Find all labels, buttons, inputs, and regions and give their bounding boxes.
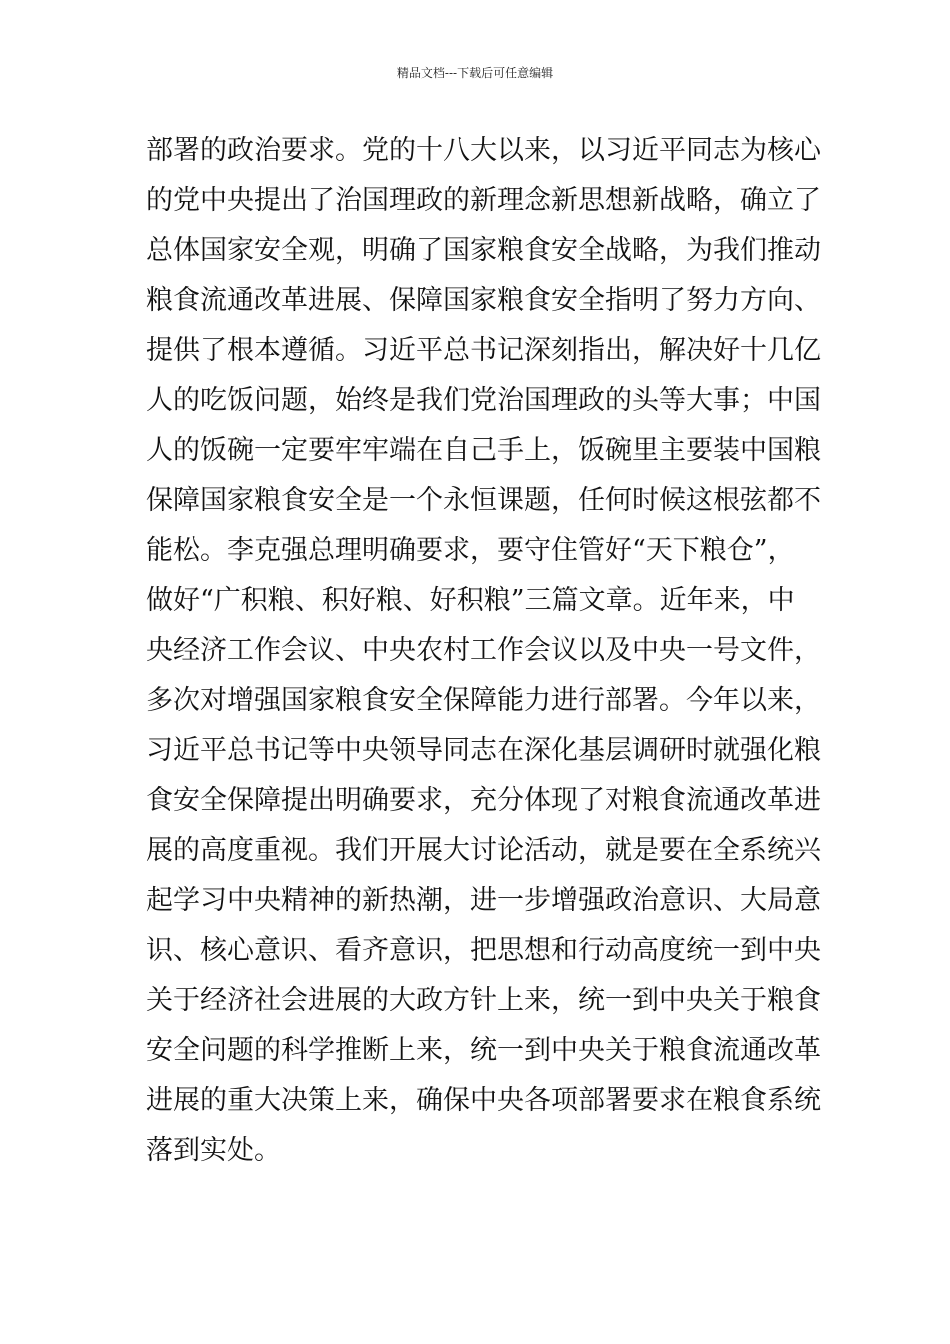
text-line: 多次对增强国家粮食安全保障能力进行部署。今年以来，: [146, 685, 821, 716]
text-line: 做好“广积粮、积好粮、好积粮”三篇文章。近年来，中: [146, 585, 795, 616]
text-line: 落到实处。: [146, 1135, 281, 1166]
text-line: 保障国家粮食安全是一个永恒课题，任何时候这根弦都不: [146, 485, 821, 516]
text-line: 提供了根本遵循。习近平总书记深刻指出，解决好十几亿: [146, 335, 821, 366]
text-line: 进展的重大决策上来，确保中央各项部署要求在粮食系统: [146, 1085, 821, 1116]
text-line: 起学习中央精神的新热潮，进一步增强政治意识、大局意: [146, 885, 821, 916]
text-line: 总体国家安全观，明确了国家粮食安全战略，为我们推动: [146, 235, 821, 266]
text-line: 部署的政治要求。党的十八大以来，以习近平同志为核心: [146, 135, 821, 166]
text-line: 安全问题的科学推断上来，统一到中央关于粮食流通改革: [146, 1035, 821, 1066]
text-line: 展的高度重视。我们开展大讨论活动，就是要在全系统兴: [146, 835, 821, 866]
text-line: 关于经济社会进展的大政方针上来，统一到中央关于粮食: [146, 985, 821, 1016]
text-line: 能松。李克强总理明确要求，要守住管好“天下粮仓”，: [146, 535, 795, 566]
text-line: 习近平总书记等中央领导同志在深化基层调研时就强化粮: [146, 735, 821, 766]
text-line: 识、核心意识、看齐意识，把思想和行动高度统一到中央: [146, 935, 821, 966]
text-line: 的党中央提出了治国理政的新理念新思想新战略，确立了: [146, 185, 821, 216]
text-line: 人的饭碗一定要牢牢端在自己手上，饭碗里主要装中国粮: [146, 435, 821, 466]
text-line: 人的吃饭问题，始终是我们党治国理政的头等大事；中国: [146, 385, 821, 416]
text-line: 食安全保障提出明确要求，充分体现了对粮食流通改革进: [146, 785, 821, 816]
body-paragraph: [146, 126, 826, 1176]
text-line: 粮食流通改革进展、保障国家粮食安全指明了努力方向、: [146, 285, 821, 316]
page-header: 精品文档---下载后可任意编辑: [396, 66, 554, 80]
text-line: 央经济工作会议、中央农村工作会议以及中央一号文件，: [146, 635, 821, 666]
